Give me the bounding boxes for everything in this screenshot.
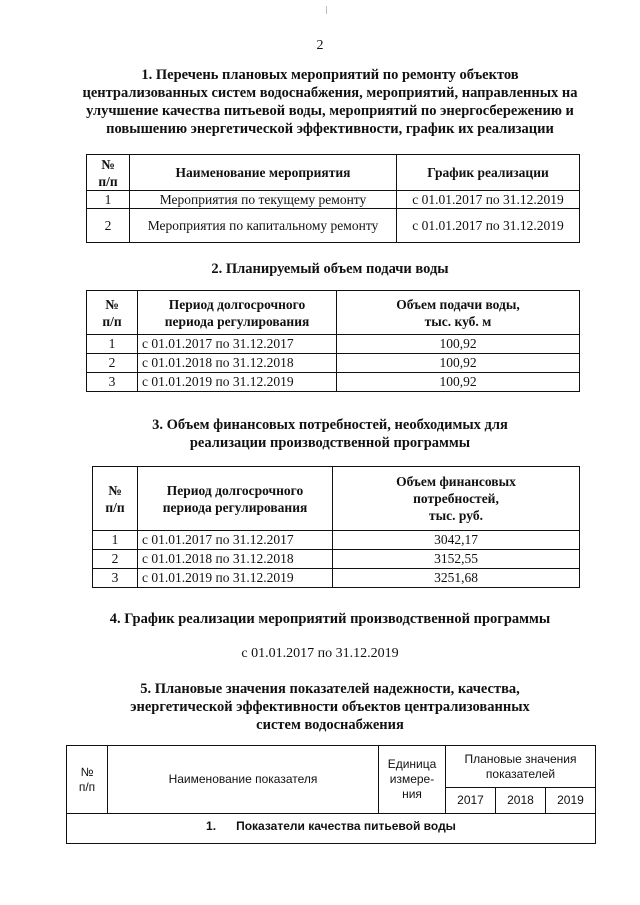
col-name-header: Наименование мероприятия — [130, 155, 397, 191]
title-line: повышению энергетической эффективности, график их реализации — [106, 121, 554, 137]
table-row: 2 с 01.01.2018 по 31.12.2018 3152,55 — [93, 550, 580, 569]
section1-table — [86, 154, 580, 243]
table-row: 3 с 01.01.2019 по 31.12.2019 3251,68 — [93, 569, 580, 588]
section4-period: с 01.01.2017 по 31.12.2019 — [241, 646, 399, 661]
col-schedule-header: График реализации — [397, 155, 580, 191]
col-volume-header: Объем подачи воды, тыс. куб. м — [337, 291, 580, 335]
title-line: систем водоснабжения — [256, 717, 404, 733]
section2-table — [86, 290, 580, 392]
col-name-header: Наименование показателя — [108, 746, 379, 814]
section4-title: 4. График реализации мероприятий производственной программы — [109, 611, 551, 627]
col-num-header: № п/п — [87, 155, 130, 191]
title-line: централизованных систем водоснабжения, мероприятий, направленных на — [82, 85, 578, 101]
col-num-header: № п/п — [93, 467, 138, 531]
title-line: 5. Плановые значения показателей надежности, качества, — [140, 681, 520, 697]
col-unit-header: Единица измере- ния — [379, 746, 446, 814]
col-planned-header: Плановые значения показателей — [446, 746, 596, 788]
year-header: 2019 — [545, 788, 595, 814]
title-line: энергетической эффективности объектов централизованных — [130, 699, 530, 715]
table-row: 1 с 01.01.2017 по 31.12.2017 3042,17 — [93, 531, 580, 550]
col-num-header: № п/п — [87, 291, 138, 335]
title-line: улучшение качества питьевой воды, мероприятий по энергосбережению и — [86, 103, 574, 119]
section3-title — [40, 416, 620, 452]
subsection-row — [67, 814, 596, 844]
title-line: реализации производственной программы — [189, 435, 471, 451]
scan-mark — [326, 6, 327, 14]
year-header: 2017 — [446, 788, 496, 814]
table-row: 2 Мероприятия по капитальному ремонту с 01.01.2017 по 31.12.2019 — [87, 209, 580, 243]
table-row: 3 с 01.01.2019 по 31.12.2019 100,92 — [87, 373, 580, 392]
title-line: 3. Объем финансовых потребностей, необходимых для — [152, 417, 508, 433]
col-num-header: № п/п — [67, 746, 108, 814]
year-header: 2018 — [495, 788, 545, 814]
section2-title: 2. Планируемый объем подачи воды — [211, 261, 449, 277]
section1-title — [40, 66, 620, 138]
table-row: 1 Мероприятия по текущему ремонту с 01.01.2017 по 31.12.2019 — [87, 191, 580, 209]
section5-table — [66, 745, 596, 844]
table-row: 1 с 01.01.2017 по 31.12.2017 100,92 — [87, 335, 580, 354]
col-period-header: Период долгосрочного периода регулирования — [138, 291, 337, 335]
table-row: 2 с 01.01.2018 по 31.12.2018 100,92 — [87, 354, 580, 373]
col-finance-header: Объем финансовых потребностей, тыс. руб. — [333, 467, 580, 531]
col-period-header: Период долгосрочного периода регулирования — [138, 467, 333, 531]
section3-table — [92, 466, 580, 588]
title-line: 1. Перечень плановых мероприятий по ремонту объектов — [141, 67, 519, 83]
page-number: 2 — [316, 38, 324, 53]
section5-title — [40, 680, 620, 734]
subsection-label: 1. Показатели качества питьевой воды — [67, 814, 596, 844]
